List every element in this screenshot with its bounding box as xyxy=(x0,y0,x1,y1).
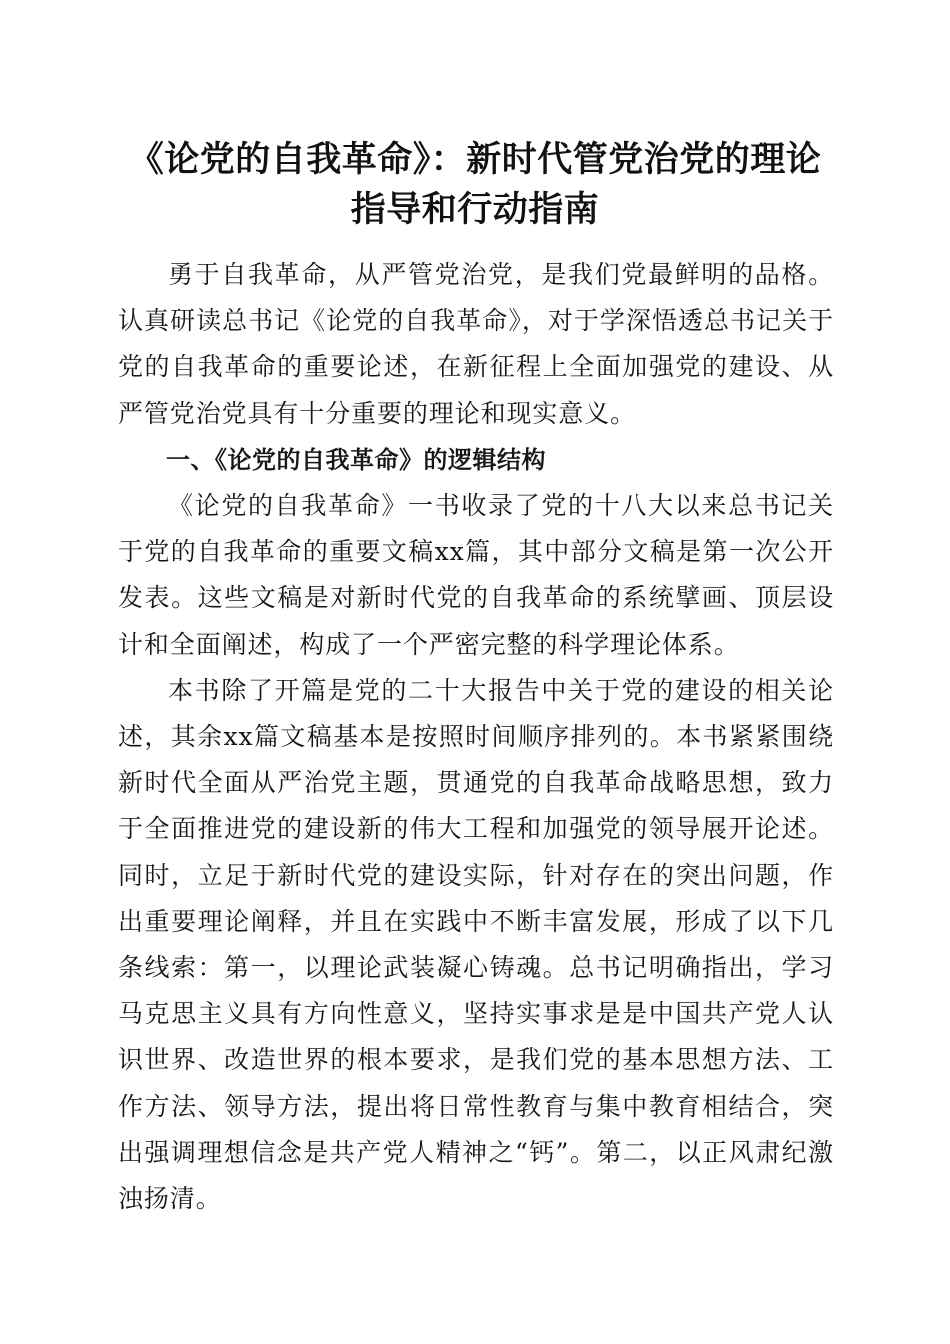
paragraph-structure: 本书除了开篇是党的二十大报告中关于党的建设的相关论述，其余xx篇文稿基本是按照时间顺序排列的。本书紧紧围绕新时代全面从严治党主题，贯通党的自我革命战略思想，致力于全面推进党的建设新的伟大工程和加强党的领导展开论述。同时，立足于新时代党的建设实际，针对存在的突出问题，作出重要理论阐释，并且在实践中不断丰富发展，形成了以下几条线索：第一，以理论武装凝心铸魂。总书记明确指出，学习马克思主义具有方向性意义，坚持实事求是是中国共产党人认识世界、改造世界的根本要求，是我们党的基本思想方法、工作方法、领导方法，提出将日常性教育与集中教育相结合，突出强调理想信念是共产党人精神之“钙”。第二，以正风肃纪激浊扬清。 xyxy=(118,675,834,1214)
document-body xyxy=(118,252,834,1222)
paragraph-collection: 《论党的自我革命》一书收录了党的十八大以来总书记关于党的自我革命的重要文稿xx篇，其中部分文稿是第一次公开发表。这些文稿是对新时代党的自我革命的系统擘画、顶层设计和全面阐述，构成了一个严密完整的科学理论体系。 xyxy=(118,491,834,659)
document-title xyxy=(100,135,850,235)
title-line-1: 《论党的自我革命》：新时代管党治党的理论 xyxy=(128,140,822,180)
paragraph-intro: 勇于自我革命，从严管党治党，是我们党最鲜明的品格。认真研读总书记《论党的自我革命》，对于学深悟透总书记关于党的自我革命的重要论述，在新征程上全面加强党的建设、从严管党治党具有十分重要的理论和现实意义。 xyxy=(118,260,834,428)
section-heading-1: 一、《论党的自我革命》的逻辑结构 xyxy=(166,445,546,474)
title-line-2: 指导和行动指南 xyxy=(350,190,600,230)
